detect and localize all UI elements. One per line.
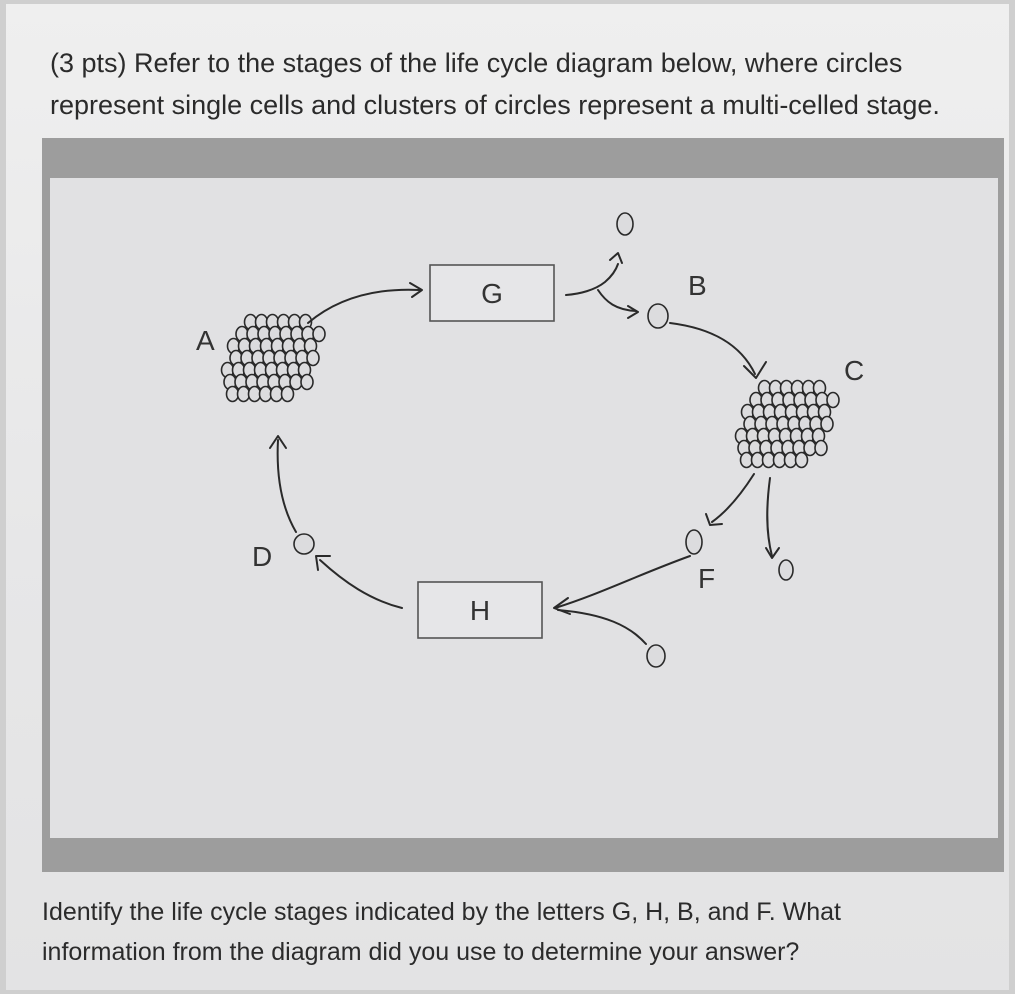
arrowhead-b-to-c: [744, 362, 766, 378]
cluster-cell: [282, 387, 294, 402]
arrow-d-to-a: [278, 440, 296, 532]
arrow-g-to-top-cell: [566, 264, 618, 295]
single-cell-f: [686, 530, 702, 554]
label-a: A: [196, 325, 215, 356]
single-cell-side: [779, 560, 793, 580]
cluster-c-multicellular: [736, 381, 840, 468]
cluster-cell: [313, 327, 325, 342]
cluster-cell: [307, 351, 319, 366]
label-g: G: [481, 278, 503, 309]
diagram-frame: [42, 138, 1004, 872]
label-h: H: [469, 595, 491, 626]
label-f: F: [698, 563, 716, 594]
label-b: B: [688, 270, 707, 301]
prompt-line-1: Identify the life cycle stages indicated by the letters G, H, B, and F. What: [42, 898, 841, 926]
cluster-cell: [796, 453, 808, 468]
arrowhead-g-to-cell-b: [628, 306, 638, 318]
arrow-a-to-g: [308, 290, 420, 323]
arrow-c-to-f: [712, 474, 754, 522]
single-cell-lower: [647, 645, 665, 667]
arrowhead-c-to-side-cell: [766, 548, 779, 558]
arrow-f-to-h: [555, 556, 690, 608]
single-cell-d: [294, 534, 314, 554]
prompt-text: [42, 892, 1002, 972]
single-cell-top: [617, 213, 633, 235]
cluster-cell: [815, 441, 827, 456]
arrow-lower-cell-to-h: [558, 610, 646, 644]
cluster-cell: [827, 393, 839, 408]
question-line-1: (3 pts) Refer to the stages of the life cycle diagram below, where circles: [50, 48, 903, 78]
life-cycle-diagram: [50, 178, 998, 838]
label-d: D: [252, 541, 273, 572]
arrow-h-to-d: [320, 560, 402, 608]
worksheet-page: [6, 4, 1009, 990]
cluster-cell: [301, 375, 313, 390]
label-c: C: [844, 355, 865, 386]
question-line-2: represent single cells and clusters of circles represent a multi-celled stage.: [50, 90, 940, 120]
prompt-line-2: information from the diagram did you use to determine your answer?: [42, 938, 800, 966]
cluster-a-multicellular: [222, 315, 326, 402]
arrow-b-to-c: [670, 323, 755, 374]
question-text: [50, 42, 1000, 126]
arrow-c-to-side-cell: [767, 478, 772, 556]
cluster-cell: [821, 417, 833, 432]
single-cell-b: [648, 304, 668, 328]
arrowhead-g-to-top-cell: [610, 253, 622, 263]
life-cycle-svg: [50, 178, 998, 838]
